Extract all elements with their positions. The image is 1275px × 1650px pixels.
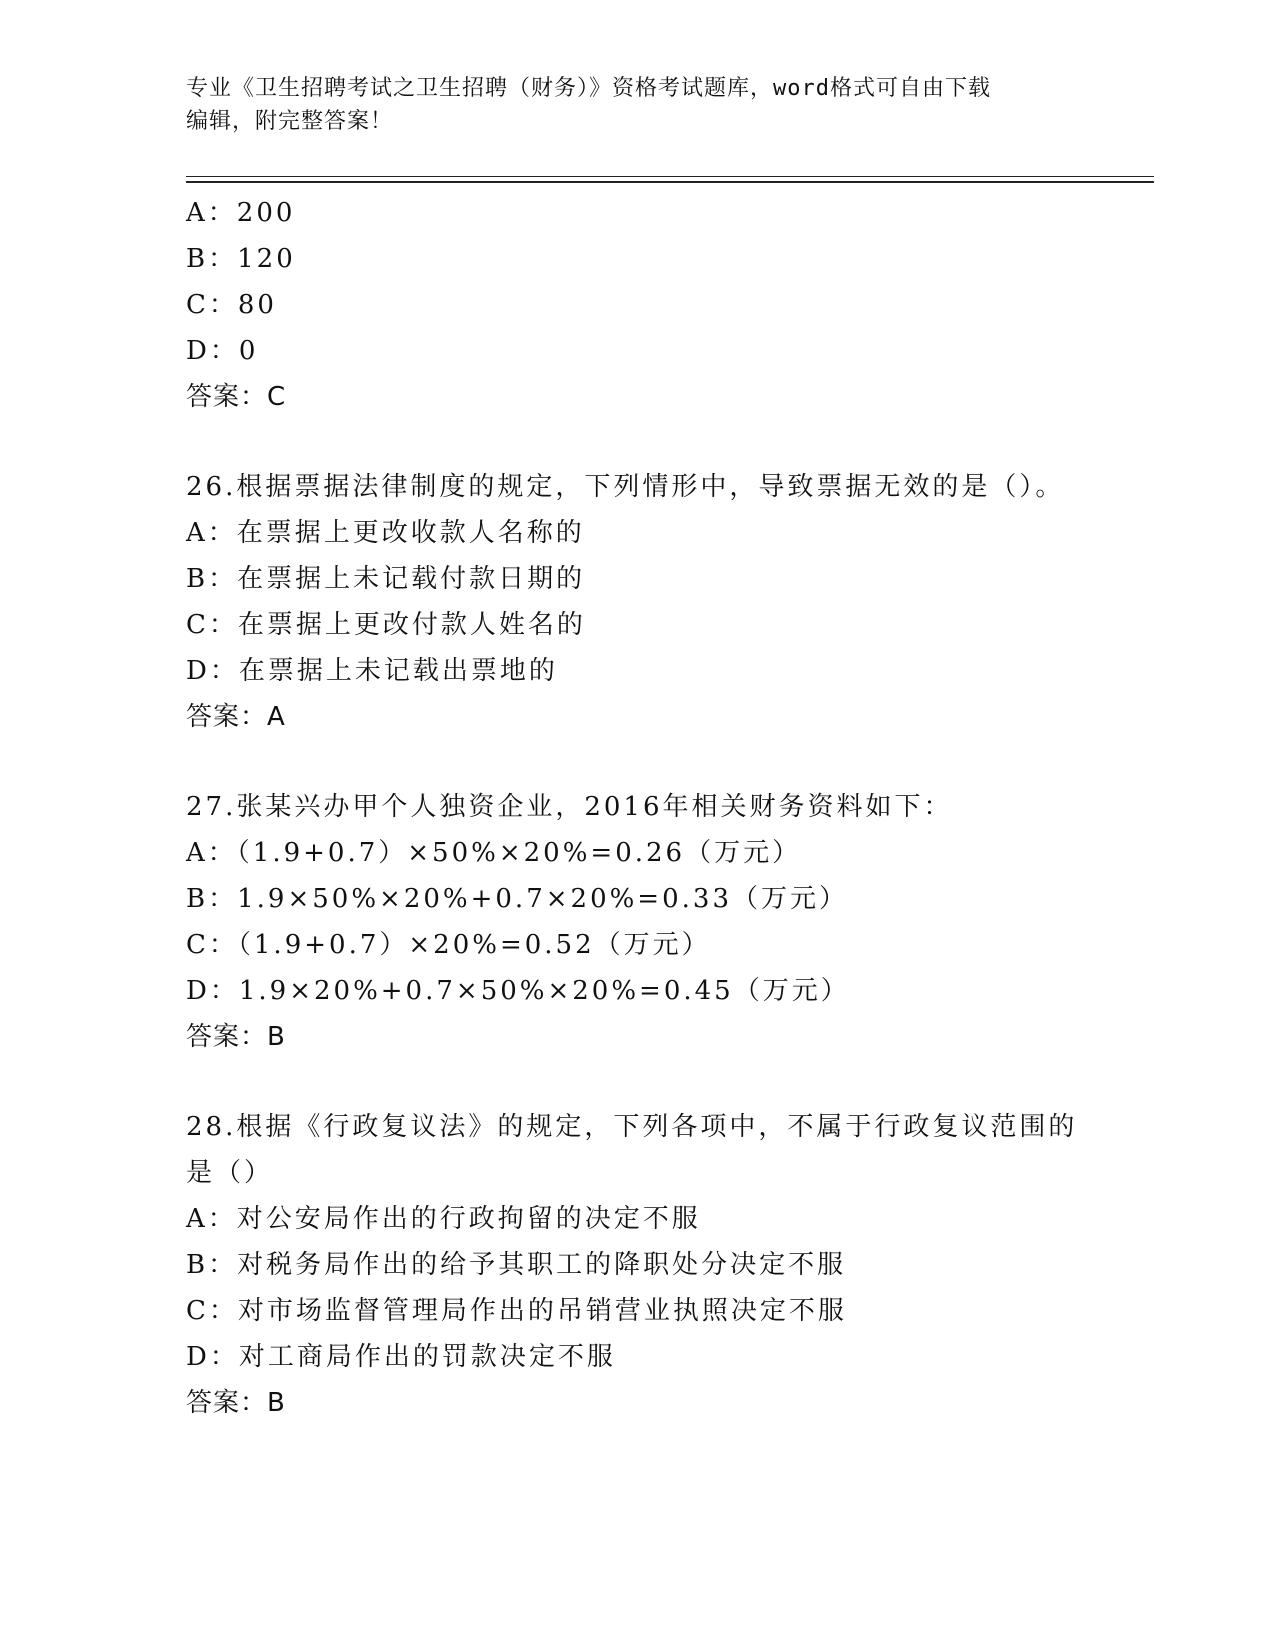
document-header — [186, 72, 1066, 138]
answer-line: 答案：B — [186, 1388, 286, 1418]
header-divider-thin — [186, 176, 1154, 177]
question-stem: 27.张某兴办甲个人独资企业，2016年相关财务资料如下： — [186, 792, 953, 822]
option-a: A：在票据上更改收款人名称的 — [186, 518, 585, 548]
option-b: B：1.9×50%×20%+0.7×20%=0.33（万元） — [186, 884, 848, 914]
question-27 — [186, 784, 1086, 1060]
question-stem-line-2: 是（） — [186, 1158, 274, 1188]
answer-line: 答案：B — [186, 1022, 286, 1052]
header-divider-thick — [186, 181, 1154, 183]
question-stem: 26.根据票据法律制度的规定，下列情形中，导致票据无效的是（）。 — [186, 472, 1065, 502]
option-a: A：200 — [186, 198, 296, 228]
option-d: D：在票据上未记载出票地的 — [186, 656, 558, 686]
option-c: C：80 — [186, 290, 277, 320]
question-stem-line-1: 28.根据《行政复议法》的规定，下列各项中，不属于行政复议范围的 — [186, 1112, 1078, 1142]
header-line-2: 编辑，附完整答案！ — [186, 109, 394, 134]
option-c: C：（1.9+0.7）×20%=0.52（万元） — [186, 930, 711, 960]
option-b: B：对税务局作出的给予其职工的降职处分决定不服 — [186, 1250, 847, 1280]
answer-line: 答案：A — [186, 702, 286, 732]
question-partial — [186, 190, 1086, 420]
answer-line: 答案：C — [186, 382, 287, 412]
option-a: A：（1.9+0.7）×50%×20%=0.26（万元） — [186, 838, 802, 868]
question-26 — [186, 464, 1086, 740]
option-b: B：120 — [186, 244, 296, 274]
option-d: D：对工商局作出的罚款决定不服 — [186, 1342, 616, 1372]
option-a: A：对公安局作出的行政拘留的决定不服 — [186, 1204, 701, 1234]
question-list — [186, 190, 1086, 1426]
option-d: D：1.9×20%+0.7×50%×20%=0.45（万元） — [186, 976, 850, 1006]
option-c: C：对市场监督管理局作出的吊销营业执照决定不服 — [186, 1296, 847, 1326]
header-line-1: 专业《卫生招聘考试之卫生招聘（财务）》资格考试题库，word格式可自由下载 — [186, 76, 991, 101]
option-b: B：在票据上未记载付款日期的 — [186, 564, 586, 594]
question-28 — [186, 1104, 1086, 1426]
option-c: C：在票据上更改付款人姓名的 — [186, 610, 586, 640]
option-d: D：0 — [186, 336, 259, 366]
